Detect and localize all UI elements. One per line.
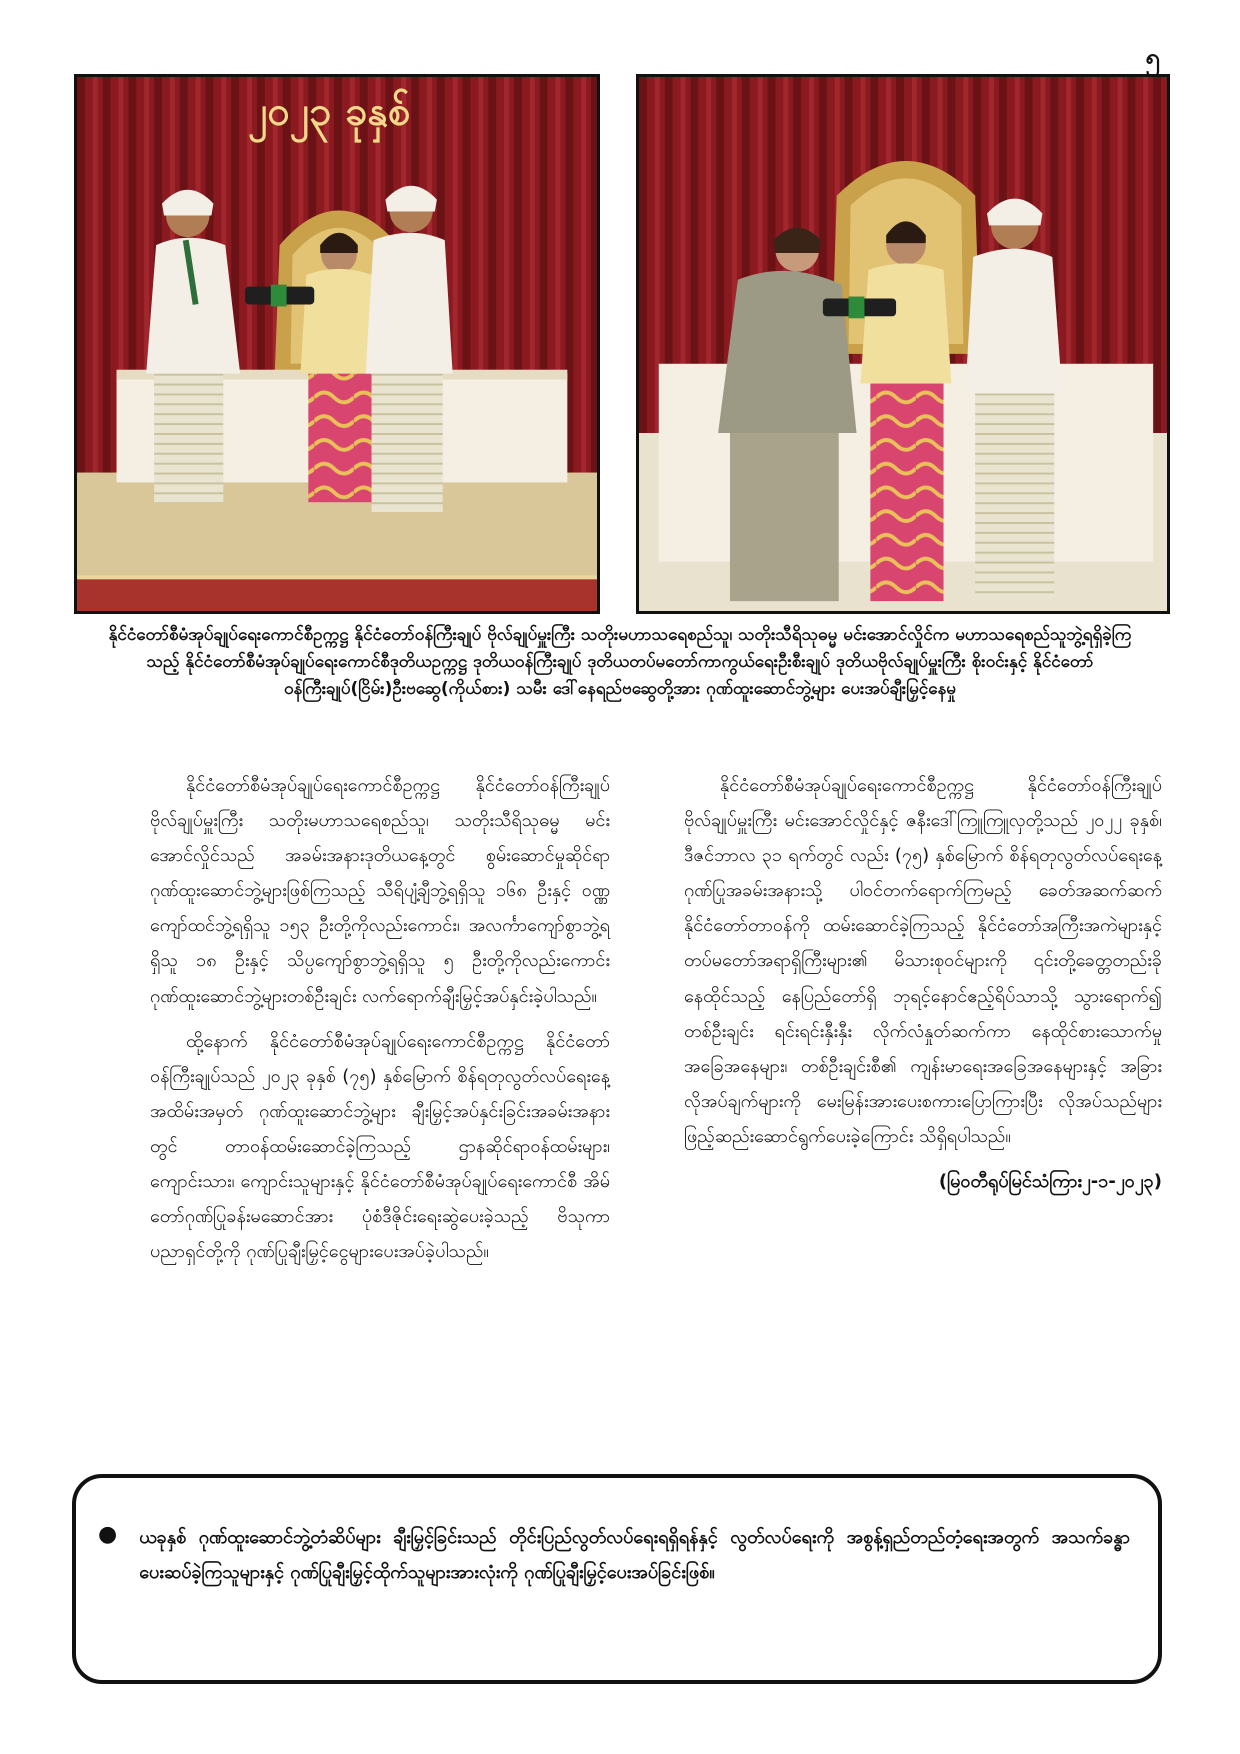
highlight-box (72, 1474, 1162, 1684)
article-source: (မြဝတီရုပ်မြင်သံကြား၂-၁-၂၀၂၃) (938, 1171, 1162, 1193)
bullet-icon: ● (98, 1522, 118, 1547)
article-column-right (684, 768, 1162, 1209)
photo-left-illustration (77, 77, 597, 611)
photo-award-ceremony-right (636, 74, 1170, 614)
page-number: ၅ (1145, 43, 1160, 73)
article-paragraph: နိုင်ငံတော်စီမံအုပ်ချုပ်ရေးကောင်စီဥက္ကဋ္ဌ နိုင်ငံတော်ဝန်ကြီးချုပ် ဗိုလ်ချုပ်မှူးကြီး မင်းအောင်လှိုင်နှင့် ဇနီးဒေါ်ကြူကြူလှတို့သည် ၂၀၂၂ ခုနှစ်၊ ဒီဇင်ဘာလ ၃၁ ရက်တွင် လည်း (၇၅) နှစ်မြောက် စိန်ရတုလွတ်လပ်ရေးနေ့ ဂုဏ်ပြုအခမ်းအနားသို့ ပါဝင်တက်ရောက်ကြမည့် ခေတ်အဆက်ဆက် နိုင်ငံတော်တာဝန်ကို ထမ်းဆောင်ခဲ့ကြသည့် နိုင်ငံတော်အကြီးအကဲများနှင့် တပ်မတော်အရာရှိကြီးများ၏ မိသားစုဝင်များကို ၎င်းတို့ခေတ္တတည်းခိုနေထိုင်သည့် နေပြည်တော်ရှိ ဘုရင့်နောင်ဧည့်ရိပ်သာသို့ သွားရောက်၍ တစ်ဦးချင်း ရင်းရင်းနှီးနှီး လိုက်လံနှုတ်ဆက်ကာ နေထိုင်စားသောက်မှုအခြေအနေများ၊ တစ်ဦးချင်းစီ၏ ကျန်းမာရေးအခြေအနေများနှင့် အခြားလိုအပ်ချက်များကို မေးမြန်းအားပေးစကားပြောကြားပြီး လိုအပ်သည်များဖြည့်ဆည်းဆောင်ရွက်ပေးခဲ့ကြောင်း သိရှိရပါသည်။ (684, 775, 1162, 1147)
photo-left-banner: ၂၀၂၃ ခုနှစ် (248, 88, 411, 135)
photo-award-ceremony-left (74, 74, 600, 614)
article-column-left (150, 768, 610, 1279)
highlight-item (98, 1520, 1130, 1590)
article-paragraph: ထို့နောက် နိုင်ငံတော်စီမံအုပ်ချုပ်ရေးကောင်စီဥက္ကဋ္ဌ နိုင်ငံတော်ဝန်ကြီးချုပ်သည် ၂၀၂၃ ခုနှစ် (၇၅) နှစ်မြောက် စိန်ရတုလွတ်လပ်ရေးနေ့အထိမ်းအမှတ် ဂုဏ်ထူးဆောင်ဘွဲ့များ ချီးမြှင့်အပ်နှင်းခြင်းအခမ်းအနားတွင် တာဝန်ထမ်းဆောင်ခဲ့ကြသည့် ဌာနဆိုင်ရာဝန်ထမ်းများ၊ ကျောင်းသား၊ ကျောင်းသူများနှင့် နိုင်ငံတော်စီမံအုပ်ချုပ်ရေးကောင်စီ အိမ်တော်ဂုဏ်ပြုခန်းမဆောင်အား ပုံစံဒီဇိုင်းရေးဆွဲပေးခဲ့သည့် ဗိသုကာပညာရှင်တို့ကို ဂုဏ်ပြုချီးမြှင့်ငွေများပေးအပ်ခဲ့ပါသည်။ (150, 1030, 610, 1263)
article-paragraph: နိုင်ငံတော်စီမံအုပ်ချုပ်ရေးကောင်စီဥက္ကဋ္ဌ နိုင်ငံတော်ဝန်ကြီးချုပ် ဗိုလ်ချုပ်မှူးကြီး သတိုးမဟာသရေစည်သူ၊ သတိုးသီရိသုဓမ္မ မင်းအောင်လှိုင်သည် အခမ်းအနားဒုတိယနေ့တွင် စွမ်းဆောင်မှုဆိုင်ရာဂုဏ်ထူးဆောင်ဘွဲ့များဖြစ်ကြသည့် သီရိပျံ့ချီဘွဲ့ရရှိသူ ၁၆၈ ဦးနှင့် ဝဏ္ဏကျော်ထင်ဘွဲ့ရရှိသူ ၁၅၃ ဦးတို့ကိုလည်းကောင်း၊ အလင်္ကာကျော်စွာဘွဲ့ရရှိသူ ၁၈ ဦးနှင့် သိပ္ပကျော်စွာဘွဲ့ရရှိသူ ၅ ဦးတို့ကိုလည်းကောင်း ဂုဏ်ထူးဆောင်ဘွဲ့များတစ်ဦးချင်း လက်ရောက်ချီးမြှင့်အပ်နှင်းခဲ့ပါသည်။ (150, 775, 610, 1007)
photo-right-illustration (639, 77, 1167, 611)
highlight-text: ယခုနှစ် ဂုဏ်ထူးဆောင်ဘွဲ့တံဆိပ်များ ချီးမြှင့်ခြင်းသည် တိုင်းပြည်လွတ်လပ်ရေးရရှိရန်နှင့် လွတ်လပ်ရေးကို အစွန့်ရှည်တည်တံ့ရေးအတွက် အသက်ခန္ဓာပေးဆပ်ခဲ့ကြသူများနှင့် ဂုဏ်ပြုချီးမြှင့်ထိုက်သူများအားလုံးကို ဂုဏ်ပြုချီးမြှင့်ပေးအပ်ခြင်းဖြစ်။ (139, 1527, 1130, 1584)
photo-caption: နိုင်ငံတော်စီမံအုပ်ချုပ်ရေးကောင်စီဥက္ကဋ္ဌ နိုင်ငံတော်ဝန်ကြီးချုပ် ဗိုလ်ချုပ်မှူးကြီး သတိုးမဟာသရေစည်သူ၊ သတိုးသီရိသုဓမ္မ မင်းအောင်လှိုင်က မဟာသရေစည်သူဘွဲ့ရရှိခဲ့ကြသည့် နိုင်ငံတော်စီမံအုပ်ချုပ်ရေးကောင်စီဒုတိယဥက္ကဋ္ဌ ဒုတိယဝန်ကြီးချုပ် ဒုတိယတပ်မတော်ကာကွယ်ရေးဦးစီးချုပ် ဒုတိယဗိုလ်ချုပ်မှူးကြီး စိုးဝင်းနှင့် နိုင်ငံတော်ဝန်ကြီးချုပ်(ငြိမ်း)ဦးဗဆွေ(ကိုယ်စား) သမီး ဒေါ်နေရည်ဗဆွေတို့အား ဂုဏ်ထူးဆောင်ဘွဲ့များ ပေးအပ်ချီးမြှင့်နေမှု (108, 625, 1132, 699)
